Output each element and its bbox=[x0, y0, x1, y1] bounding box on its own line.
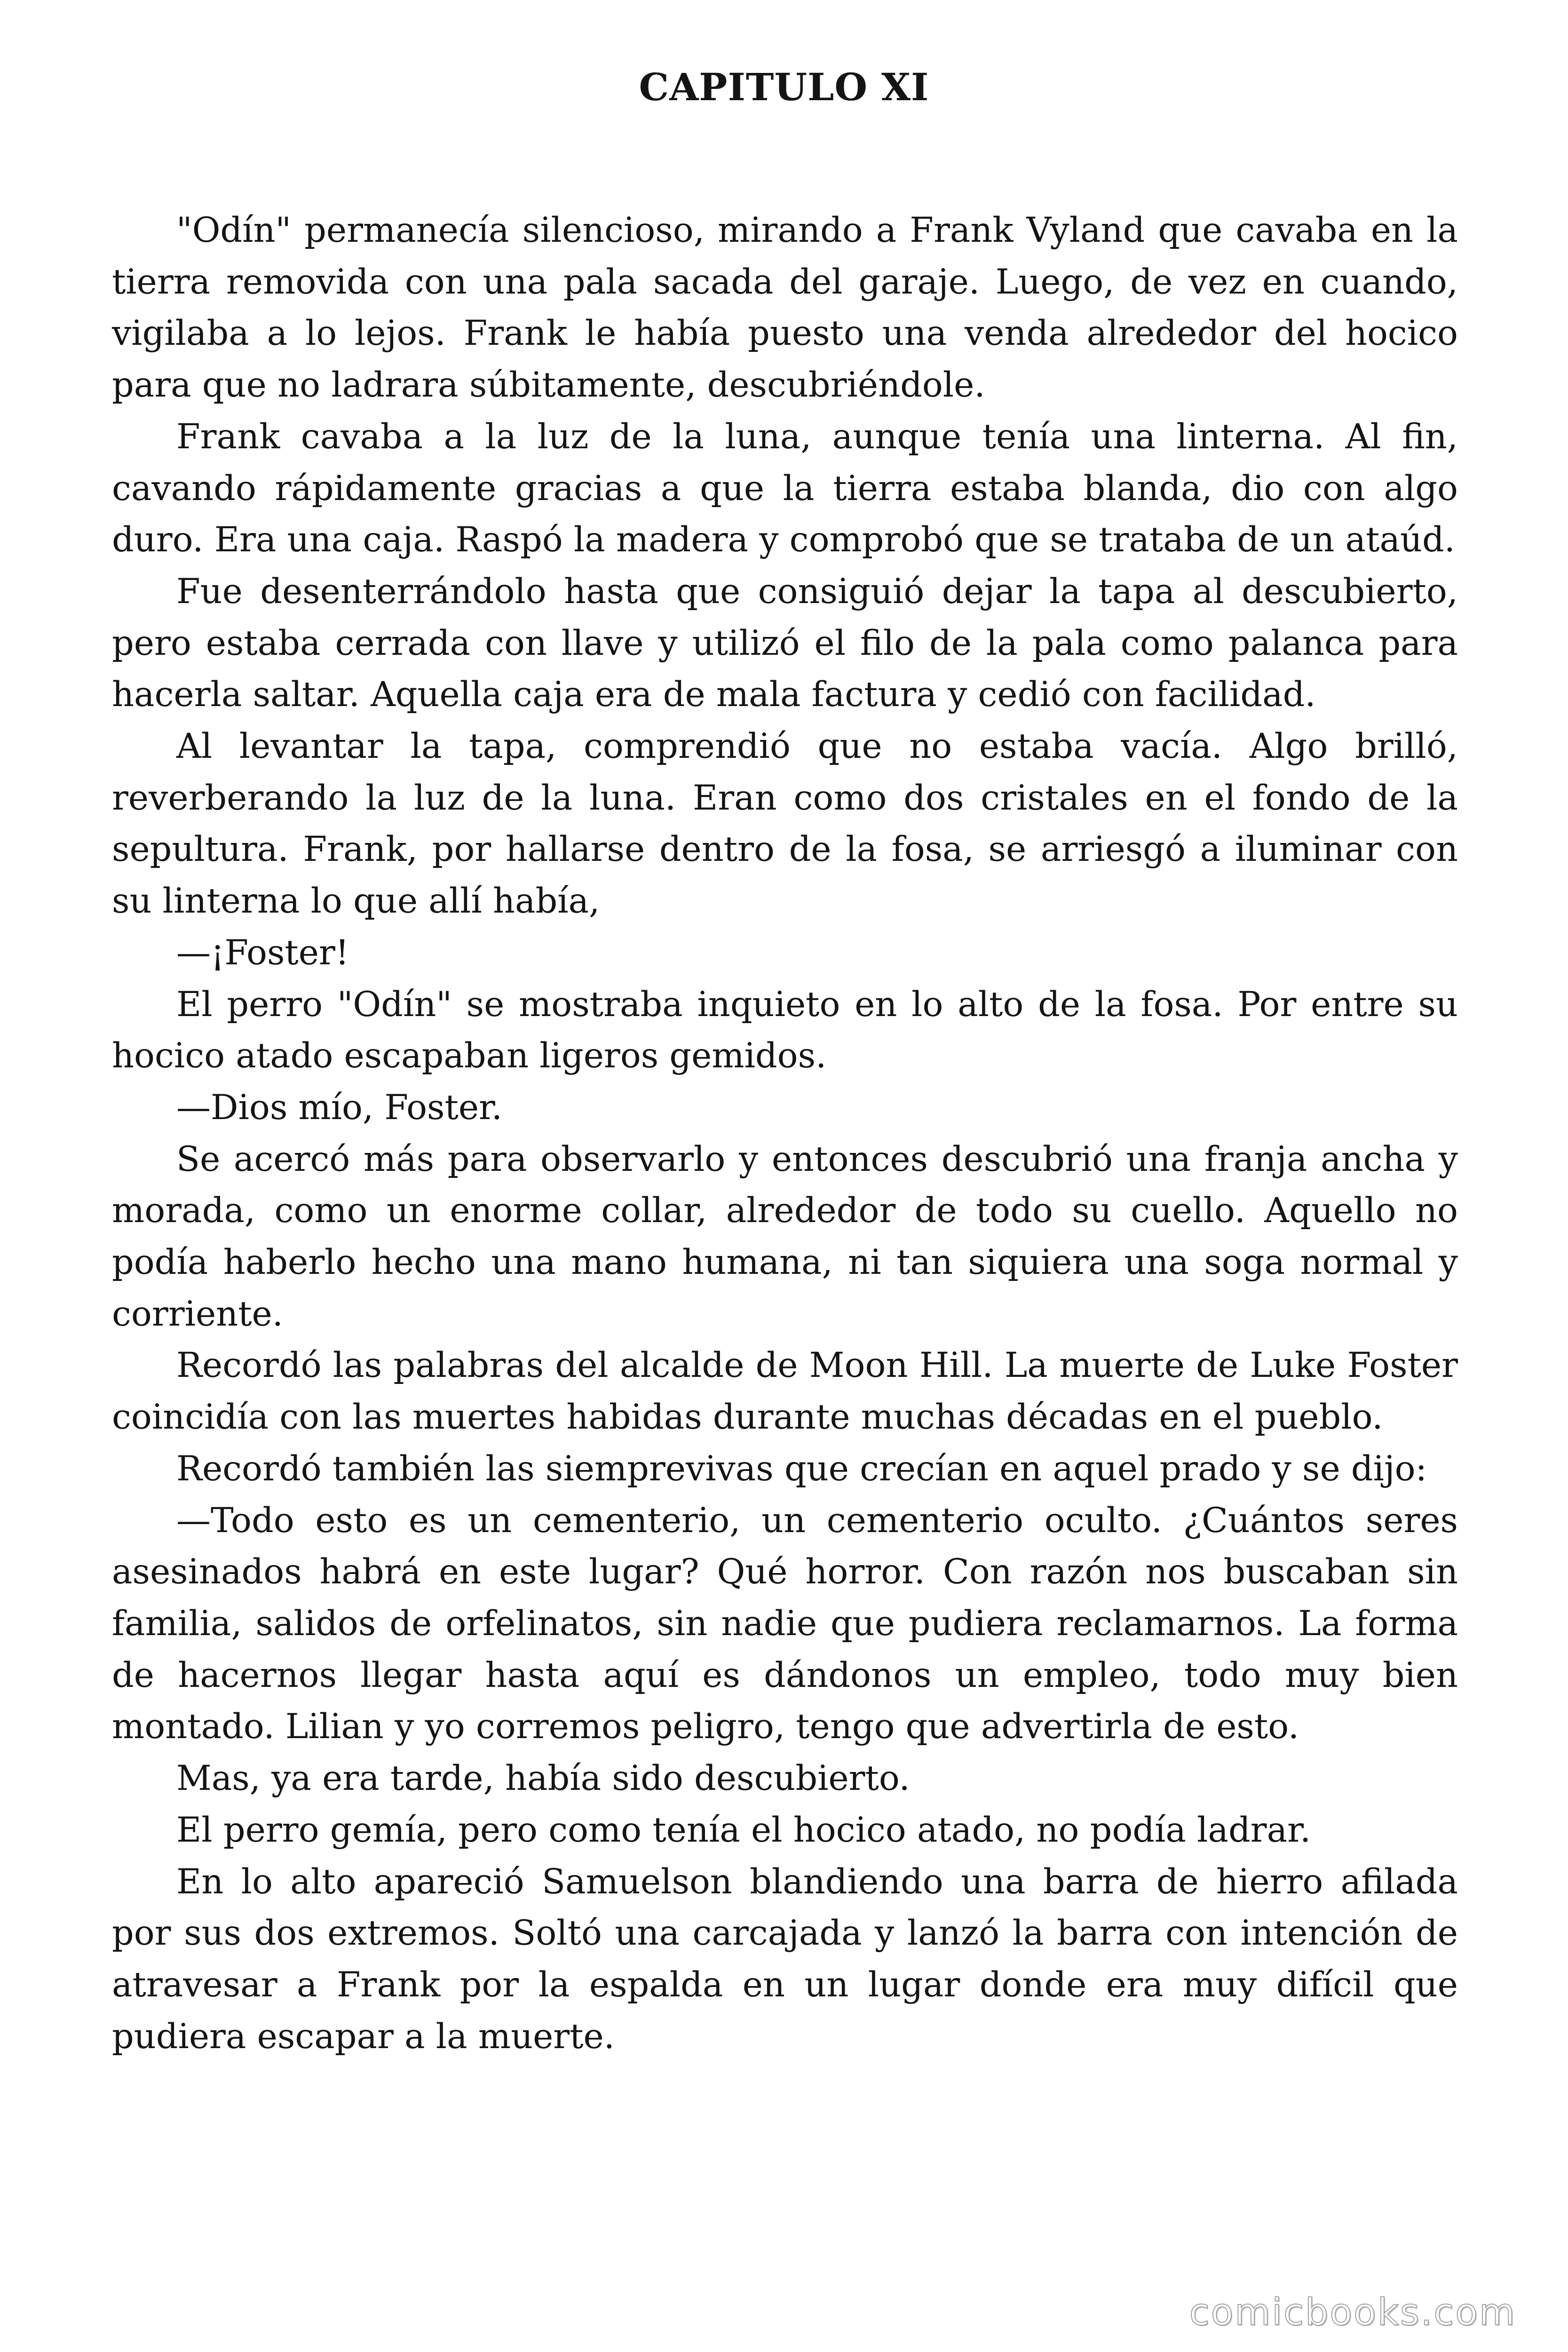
dialogue-line: —¡Foster! bbox=[176, 932, 349, 973]
paragraph: "Odín" permanecía silencioso, mirando a Frank Vyland que cavaba en la tierra removida con una pala sacada del garaje. Luego, de vez en cuando, vigilaba a lo lejos. Frank le había puesto una venda alrededor del hocico para que no ladrara súbitamente, descubriéndole. bbox=[112, 210, 1458, 405]
paragraph: Recordó las palabras del alcalde de Moon Hill. La muerte de Luke Foster coincidía con las muertes habidas durante muchas décadas en el pueblo. bbox=[112, 1345, 1458, 1438]
paragraph: Mas, ya era tarde, había sido descubierto. bbox=[176, 1758, 910, 1799]
paragraph: El perro "Odín" se mostraba inquieto en lo alto de la fosa. Por entre su hocico atado escapaban ligeros gemidos. bbox=[112, 984, 1458, 1076]
chapter-title: CAPITULO XI bbox=[639, 65, 929, 109]
paragraph: Fue desenterrándolo hasta que consiguió dejar la tapa al descubierto, pero estaba cerrada con llave y utilizó el filo de la pala como palanca para hacerla saltar. Aquella caja era de mala factura y cedió con facilidad. bbox=[112, 571, 1458, 715]
paragraph: Frank cavaba a la luz de la luna, aunque tenía una linterna. Al fin, cavando rápidamente gracias a que la tierra estaba blanda, dio con algo duro. Era una caja. Raspó la madera y comprobó que se trataba de un ataúd. bbox=[112, 416, 1458, 560]
paragraph: El perro gemía, pero como tenía el hocico atado, no podía ladrar. bbox=[176, 1810, 1311, 1850]
chapter-body bbox=[112, 205, 1458, 2062]
paragraph: Recordó también las siemprevivas que crecían en aquel prado y se dijo: bbox=[176, 1448, 1427, 1489]
dialogue-line: —Todo esto es un cementerio, un cementerio oculto. ¿Cuántos seres asesinados habrá en este lugar? Qué horror. Con razón nos buscaban sin familia, salidos de orfelinatos, sin nadie que pudiera reclamarnos. La forma de hacernos llegar hasta aquí es dándonos un empleo, todo muy bien montado. Lilian y yo corremos peligro, tengo que advertirla de esto. bbox=[112, 1500, 1458, 1747]
watermark: comicbooks.com bbox=[1189, 2291, 1516, 2334]
paragraph: Se acercó más para observarlo y entonces descubrió una franja ancha y morada, como un enorme collar, alrededor de todo su cuello. Aquello no podía haberlo hecho una mano humana, ni tan siquiera una soga normal y corriente. bbox=[112, 1139, 1458, 1334]
dialogue-line: —Dios mío, Foster. bbox=[176, 1087, 503, 1128]
paragraph: En lo alto apareció Samuelson blandiendo una barra de hierro afilada por sus dos extremos. Soltó una carcajada y lanzó la barra con intención de atravesar a Frank por la espalda en un lugar donde era muy difícil que pudiera escapar a la muerte. bbox=[112, 1861, 1458, 2057]
paragraph: Al levantar la tapa, comprendió que no estaba vacía. Algo brilló, reverberando la luz de la luna. Eran como dos cristales en el fondo de la sepultura. Frank, por hallarse dentro de la fosa, se arriesgó a iluminar con su linterna lo que allí había, bbox=[112, 726, 1458, 922]
